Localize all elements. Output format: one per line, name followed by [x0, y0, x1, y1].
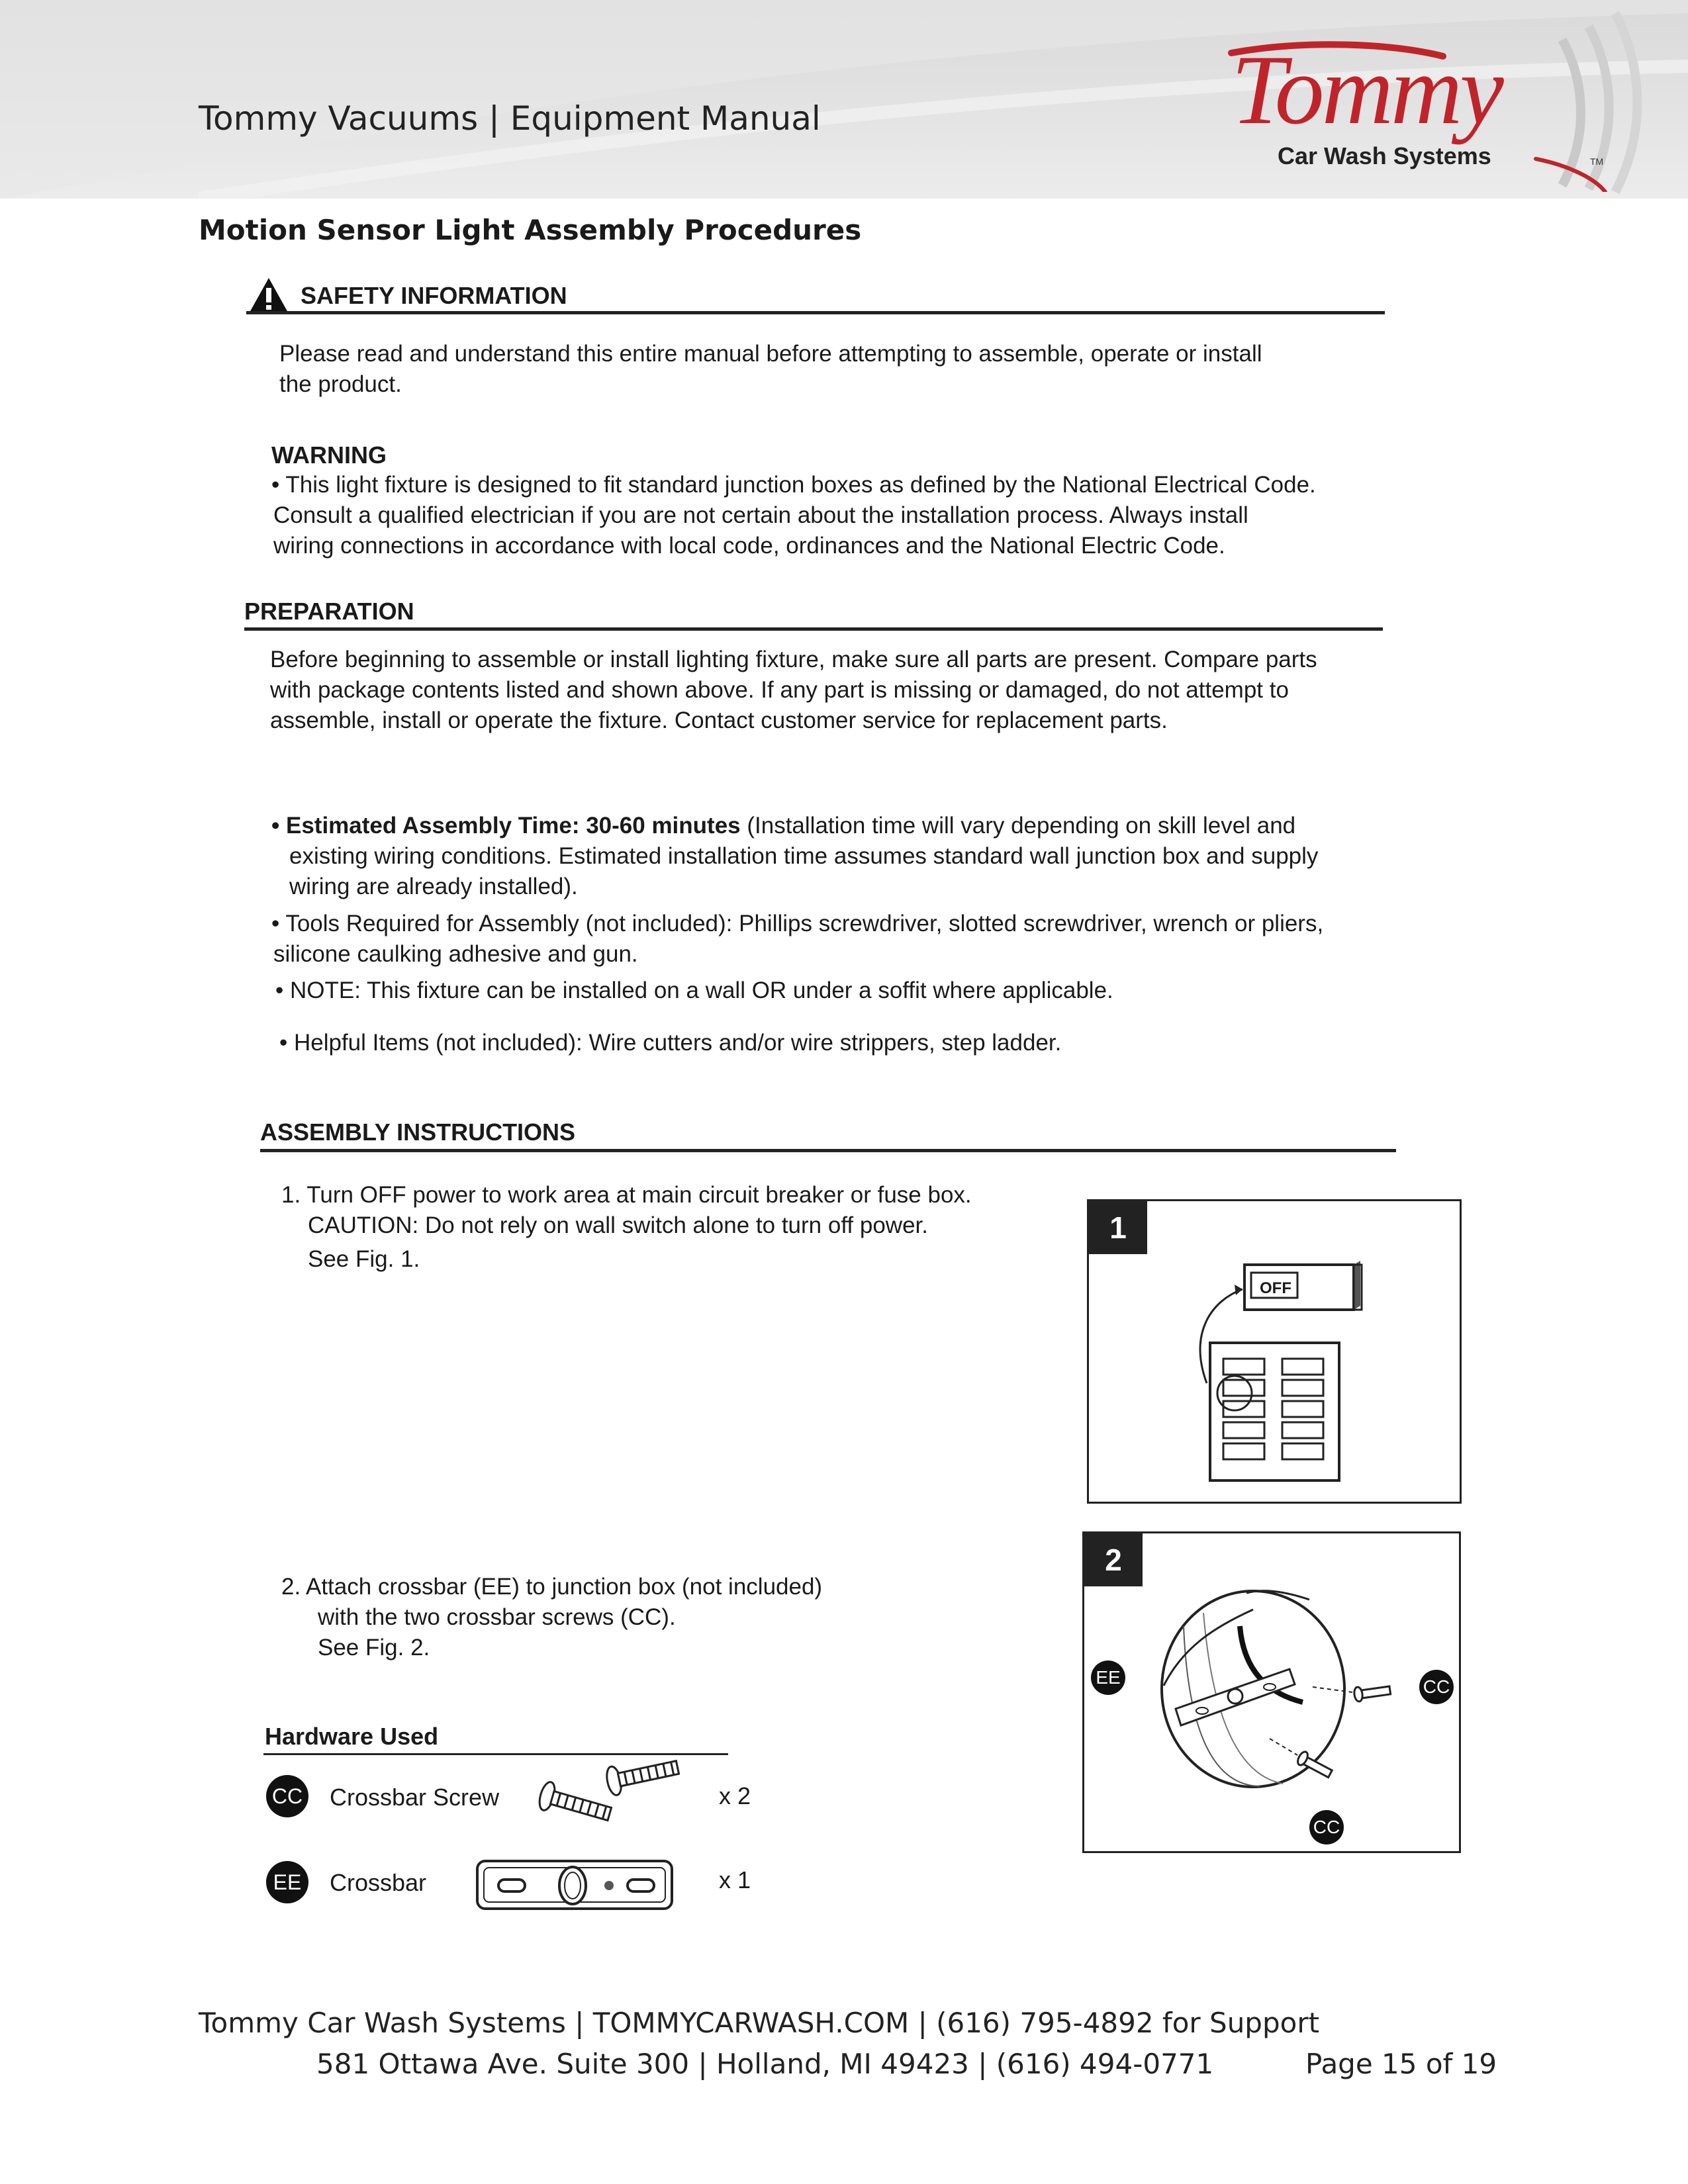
- assembly-rule: [260, 1149, 1396, 1152]
- hardware-crossbar-label: Crossbar: [330, 1869, 427, 1896]
- hardware-crossbar-screw-qty: x 2: [719, 1782, 751, 1809]
- logo-trademark: TM: [1590, 156, 1604, 167]
- safety-heading: SAFETY INFORMATION: [301, 282, 567, 309]
- hardware-crossbar-qty: x 1: [719, 1866, 751, 1893]
- breaker-panel-illustration: [1089, 1201, 1460, 1502]
- junction-box-crossbar-illustration: [1084, 1533, 1459, 1851]
- preparation-heading: PREPARATION: [244, 598, 414, 625]
- figure-1-number: 1: [1089, 1201, 1147, 1254]
- bullet-tools-line-1: • Tools Required for Assembly (not included): Phillips screwdriver, slotted screwdriver, wrench or pliers,: [271, 911, 1324, 936]
- step-2-line-1: 2. Attach crossbar (EE) to junction box (not included): [281, 1574, 823, 1600]
- footer-line-1: Tommy Car Wash Systems | TOMMYCARWASH.COM | (616) 795-4892 for Support: [199, 2007, 1320, 2039]
- step-2-line-2: with the two crossbar screws (CC).: [318, 1604, 676, 1630]
- step-2-line-3: See Fig. 2.: [318, 1635, 430, 1661]
- hardware-cc-badge: CC: [266, 1775, 308, 1817]
- bullet-note: • NOTE: This fixture can be installed on a wall OR under a soffit where applicable.: [275, 978, 1113, 1003]
- footer-page-number: Page 15 of 19: [1305, 2048, 1497, 2080]
- figure-2: [1082, 1531, 1461, 1853]
- hardware-crossbar-screw-label: Crossbar Screw: [330, 1784, 500, 1811]
- fig2-badge-cc-right: CC: [1419, 1670, 1454, 1704]
- warning-text-line-3: wiring connections in accordance with local code, ordinances and the National Electric Code.: [273, 533, 1225, 559]
- bullet-helpful-items: • Helpful Items (not included): Wire cutters and/or wire strippers, step ladder.: [279, 1030, 1062, 1056]
- fig2-badge-ee: EE: [1091, 1661, 1125, 1695]
- safety-rule: [246, 311, 1385, 314]
- crossbar-screw-icon: [533, 1751, 685, 1830]
- warning-triangle-icon: [248, 277, 289, 314]
- safety-text-line-2: the product.: [279, 371, 402, 397]
- header-title: Tommy Vacuums | Equipment Manual: [199, 99, 821, 138]
- crossbar-icon: [473, 1853, 679, 1919]
- preparation-text-line-1: Before beginning to assemble or install lighting fixture, make sure all parts are present. Compare parts: [270, 647, 1317, 672]
- bullet-assembly-time-line-3: wiring are already installed).: [289, 874, 578, 899]
- preparation-rule: [244, 627, 1383, 631]
- page-title: Motion Sensor Light Assembly Procedures: [199, 214, 862, 246]
- warning-text-line-1: • This light fixture is designed to fit standard junction boxes as defined by the National Electrical Code.: [271, 472, 1316, 498]
- bullet-assembly-time-line-2: existing wiring conditions. Estimated installation time assumes standard wall junction box and supply: [289, 843, 1319, 869]
- hardware-ee-badge: EE: [266, 1861, 308, 1903]
- preparation-text-line-3: assemble, install or operate the fixture. Contact customer service for replacement parts.: [270, 707, 1168, 733]
- footer-line-2: 581 Ottawa Ave. Suite 300 | Holland, MI 49423 | (616) 494-0771: [316, 2048, 1214, 2080]
- bullet-assembly-time: [271, 811, 1295, 841]
- warning-text-line-2: Consult a qualified electrician if you are not certain about the installation process. Always install: [273, 502, 1248, 528]
- assembly-time-bold: • Estimated Assembly Time: 30-60 minutes: [271, 813, 741, 839]
- preparation-text-line-2: with package contents listed and shown above. If any part is missing or damaged, do not attempt to: [270, 677, 1289, 703]
- bullet-tools-line-2: silicone caulking adhesive and gun.: [273, 941, 638, 967]
- figure-1: [1087, 1199, 1462, 1504]
- step-1-line-1: 1. Turn OFF power to work area at main circuit breaker or fuse box.: [281, 1182, 972, 1208]
- step-1-line-3: See Fig. 1.: [308, 1246, 420, 1272]
- warning-heading: WARNING: [271, 441, 387, 469]
- step-1-line-2: CAUTION: Do not rely on wall switch alone to turn off power.: [308, 1212, 928, 1238]
- assembly-time-rest: (Installation time will vary depending on skill level and: [740, 813, 1296, 839]
- hardware-heading: Hardware Used: [265, 1723, 439, 1750]
- assembly-heading: ASSEMBLY INSTRUCTIONS: [260, 1118, 576, 1146]
- fig2-badge-cc-bottom: CC: [1309, 1810, 1344, 1844]
- figure-2-number: 2: [1084, 1533, 1143, 1586]
- logo-subtitle: Car Wash Systems: [1278, 142, 1491, 169]
- safety-text-line-1: Please read and understand this entire manual before attempting to assemble, operate or install: [279, 341, 1262, 367]
- logo-wordmark: Tommy: [1231, 35, 1501, 145]
- off-switch-label: OFF: [1260, 1279, 1291, 1297]
